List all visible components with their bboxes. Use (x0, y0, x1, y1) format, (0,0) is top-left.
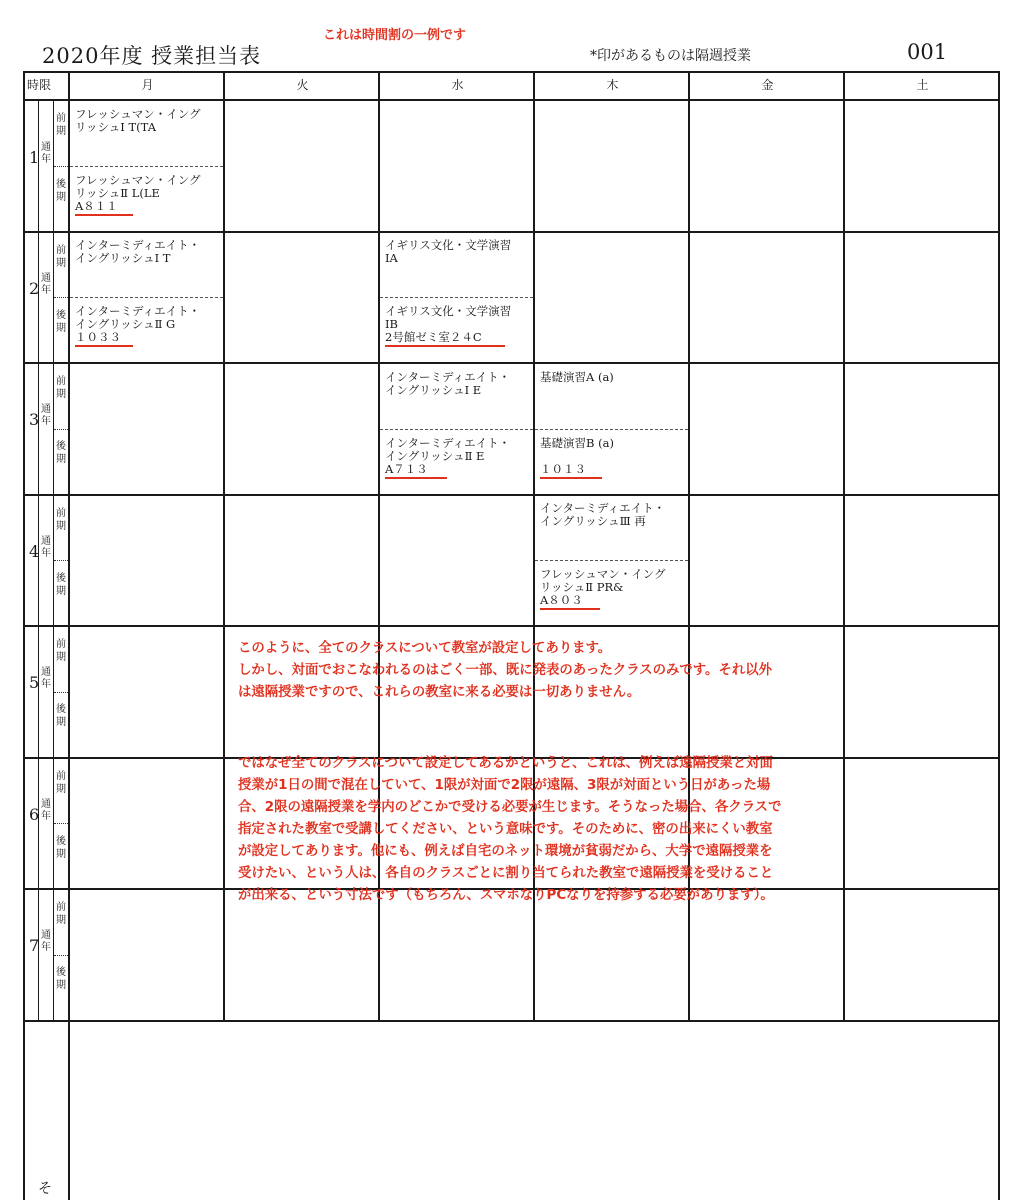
class-entry: インターミディエイト・ イングリッシュⅠ T (75, 238, 201, 265)
header-period: 時限 (27, 78, 52, 92)
period-number: 3 (29, 410, 40, 429)
annotation-line: ではなぜ全てのクラスについて設定してあるかというと、これは、例えば遠隔授業と対面 (238, 756, 773, 771)
room-underline (75, 214, 133, 216)
annotation-line: は遠隔授業ですので、これらの教室に来る必要は一切ありません。 (238, 685, 641, 700)
half-separator (54, 692, 68, 693)
annotation-line: このように、全てのクラスについて教室が設定してあります。 (238, 641, 612, 656)
tsunen-label: 通年 (41, 799, 51, 822)
cell-divider (380, 429, 533, 430)
annotation-line: が出来る、という寸法です（もちろん、スマホなりPCなりを持参する必要があります）。 (238, 888, 774, 903)
class-entry: 基礎演習A (a) (540, 370, 614, 384)
annotation-line: 授業が1日の間で混在していて、1限が対面で2限が遠隔、3限が対面という日があった場 (238, 778, 771, 793)
period-number: 2 (29, 279, 40, 298)
class-entry: イギリス文化・文学演習 ⅠB 2号館ゼミ室２４C (385, 304, 512, 344)
header-day-sat: 土 (916, 78, 929, 92)
example-note: これは時間割の一例です (323, 28, 467, 43)
period-number: 4 (29, 542, 40, 561)
period-number: 6 (29, 805, 40, 824)
class-entry: インターミディエイト・ イングリッシュⅡ E A７１３ (385, 436, 511, 476)
header-day-thu: 木 (606, 78, 619, 92)
header-day-tue: 火 (296, 78, 309, 92)
annotation-line: が設定してあります。他にも、例えば自宅のネット環境が貧弱だから、大学で遠隔授業を (238, 844, 773, 859)
class-entry: イギリス文化・文学演習 ⅠA (385, 238, 512, 265)
half-separator (54, 429, 68, 430)
annotation-line: 受けたい、という人は、各自のクラスごとに割り当てられた教室で遠隔授業を受けること (238, 866, 774, 881)
header-day-fri: 金 (761, 78, 774, 92)
zenki-label: 前期 (56, 376, 66, 400)
header-day-mon: 月 (141, 78, 154, 92)
cell-divider (535, 560, 688, 561)
annotation-line: 指定された教室で受講してください、という意味です。そのために、密の出来にくい教室 (238, 822, 773, 837)
annotation-reason-note (238, 753, 781, 907)
room-underline (75, 345, 133, 347)
other-section-label: そ (38, 1181, 52, 1197)
cell-divider (70, 166, 223, 167)
class-entry: インターミディエイト・ イングリッシュⅢ 再 (540, 501, 666, 528)
kouki-label: 後期 (56, 441, 66, 465)
tsunen-label: 通年 (41, 536, 51, 559)
page-title: 2020年度 授業担当表 (42, 44, 262, 68)
class-entry: フレッシュマン・イング リッシュⅡ PR& A８０３ (540, 567, 666, 607)
half-separator (54, 955, 68, 956)
zenki-label: 前期 (56, 245, 66, 269)
class-entry: 基礎演習B (a) １０１３ (540, 436, 614, 476)
room-underline (385, 477, 447, 479)
cell-divider (70, 297, 223, 298)
period-number: 1 (29, 148, 40, 167)
annotation-line: 合、2限の遠隔授業を学内のどこかで受ける必要が生じます。そうなった場合、各クラスで (238, 800, 782, 815)
room-underline (385, 345, 505, 347)
room-underline (540, 608, 600, 610)
header-day-wed: 水 (451, 78, 464, 92)
class-entry: フレッシュマン・イング リッシュⅠ T(TA (75, 107, 201, 134)
zenki-label: 前期 (56, 113, 66, 137)
tsunen-label: 通年 (41, 142, 51, 165)
kouki-label: 後期 (56, 836, 66, 860)
annotation-line: しかし、対面でおこなわれるのはごく一部、既に発表のあったクラスのみです。それ以外 (238, 663, 773, 678)
zenki-label: 前期 (56, 639, 66, 663)
period-number: 5 (29, 673, 40, 692)
zenki-label: 前期 (56, 771, 66, 795)
cell-divider (380, 297, 533, 298)
cell-divider (535, 429, 688, 430)
kouki-label: 後期 (56, 573, 66, 597)
class-entry: インターミディエイト・ イングリッシュⅡ G １０３３ (75, 304, 201, 344)
tsunen-label: 通年 (41, 404, 51, 427)
half-separator (54, 823, 68, 824)
kouki-label: 後期 (56, 704, 66, 728)
half-separator (54, 560, 68, 561)
kouki-label: 後期 (56, 967, 66, 991)
class-entry: インターミディエイト・ イングリッシュⅠ E (385, 370, 511, 397)
tsunen-label: 通年 (41, 273, 51, 296)
period-number: 7 (29, 936, 40, 955)
zenki-label: 前期 (56, 902, 66, 926)
room-underline (540, 477, 602, 479)
class-entry: フレッシュマン・イング リッシュⅡ L(LE A８１１ (75, 173, 201, 213)
half-separator (54, 166, 68, 167)
biweekly-note: *印があるものは隔週授業 (590, 48, 751, 64)
half-separator (54, 297, 68, 298)
page-number: 001 (907, 40, 948, 64)
annotation-classroom-note (238, 638, 772, 704)
kouki-label: 後期 (56, 310, 66, 334)
kouki-label: 後期 (56, 179, 66, 203)
tsunen-label: 通年 (41, 930, 51, 953)
zenki-label: 前期 (56, 508, 66, 532)
tsunen-label: 通年 (41, 667, 51, 690)
